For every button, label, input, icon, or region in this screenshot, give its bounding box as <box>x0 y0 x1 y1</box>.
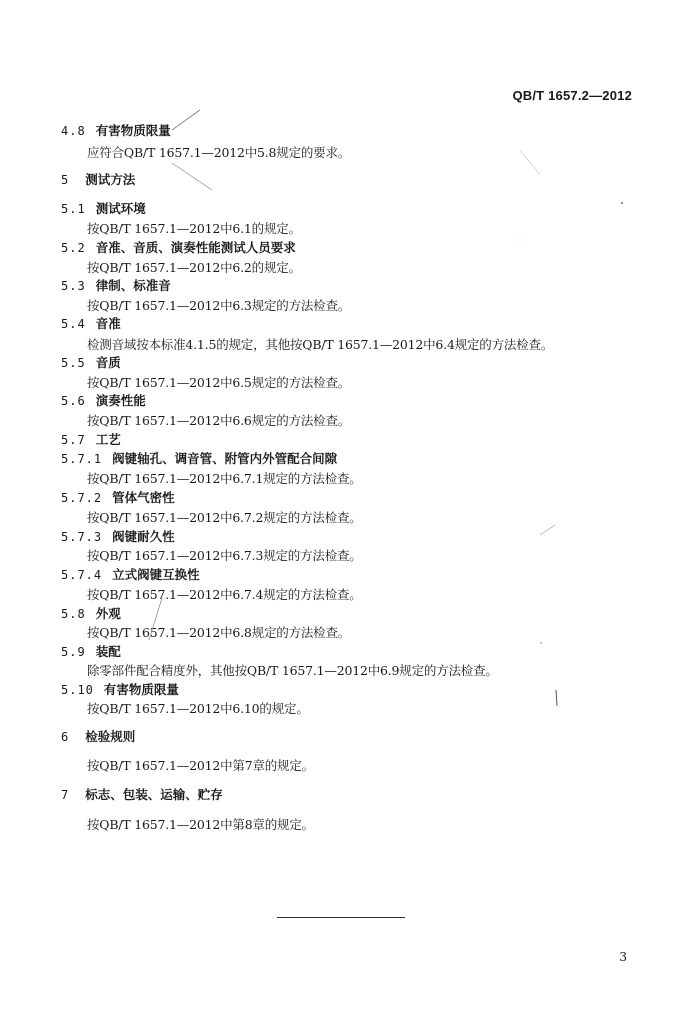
scan-mark <box>172 163 212 190</box>
section-number: 5.3 <box>61 279 86 293</box>
section-body: 按QB/T 1657.1—2012中6.10的规定。 <box>87 701 309 716</box>
section-title: 律制、标准音 <box>95 278 171 293</box>
section-title: 有害物质限量 <box>103 682 179 697</box>
section-number: 6 <box>61 730 70 744</box>
section-body: 按QB/T 1657.1—2012中6.2的规定。 <box>87 260 301 275</box>
standard-code-header: QB/T 1657.2—2012 <box>512 88 632 103</box>
section-title: 阀键耐久性 <box>112 529 175 544</box>
section-number: 5.7 <box>61 433 86 447</box>
section-body: 按QB/T 1657.1—2012中第7章的规定。 <box>87 758 314 773</box>
section-title: 测试方法 <box>85 172 136 187</box>
scan-mark <box>520 150 540 175</box>
section-number: 5.5 <box>61 356 86 370</box>
section-number: 5.8 <box>61 607 86 621</box>
section-number: 5.7.1 <box>61 452 103 466</box>
section-title: 工艺 <box>95 432 121 447</box>
section-number: 5.2 <box>61 241 86 255</box>
section-body: 按QB/T 1657.1—2012中6.8规定的方法检查。 <box>87 625 351 640</box>
section-title: 音准 <box>95 316 121 331</box>
page-number: 3 <box>619 950 627 964</box>
section-body: 按QB/T 1657.1—2012中6.7.4规定的方法检查。 <box>87 587 362 602</box>
section-body: 按QB/T 1657.1—2012中第8章的规定。 <box>87 817 314 832</box>
section-title: 标志、包装、运输、贮存 <box>85 787 223 802</box>
section-number: 5.9 <box>61 645 86 659</box>
section-number: 5.4 <box>61 317 86 331</box>
section-number: 5.1 <box>61 202 86 216</box>
scan-speck <box>540 642 542 644</box>
section-number: 7 <box>61 788 70 802</box>
section-title: 有害物质限量 <box>95 123 171 138</box>
section-number: 5 <box>61 173 70 187</box>
section-body: 按QB/T 1657.1—2012中6.6规定的方法检查。 <box>87 413 351 428</box>
section-title: 装配 <box>95 644 121 659</box>
section-body: 按QB/T 1657.1—2012中6.5规定的方法检查。 <box>87 375 351 390</box>
section-title: 演奏性能 <box>95 393 146 408</box>
section-number: 5.7.4 <box>61 568 103 582</box>
section-body: 按QB/T 1657.1—2012中6.7.3规定的方法检查。 <box>87 548 362 563</box>
scan-mark <box>149 598 162 640</box>
section-number: 5.6 <box>61 394 86 408</box>
scan-speck <box>621 202 623 204</box>
scan-mark <box>556 690 557 706</box>
section-body: 按QB/T 1657.1—2012中6.7.1规定的方法检查。 <box>87 471 362 486</box>
scan-speck <box>519 239 520 240</box>
section-title: 测试环境 <box>95 201 146 216</box>
section-body: 应符合QB/T 1657.1—2012中5.8规定的要求。 <box>87 145 351 160</box>
section-number: 5.10 <box>61 683 94 697</box>
section-body: 检测音域按本标准4.1.5的规定，其他按QB/T 1657.1—2012中6.4规定的方法检查。 <box>87 337 554 352</box>
section-title: 音准、音质、演奏性能测试人员要求 <box>95 240 296 255</box>
section-title: 立式阀键互换性 <box>112 567 200 582</box>
section-title: 阀键轴孔、调音管、附管内外管配合间隙 <box>112 451 338 466</box>
section-body: 除零部件配合精度外，其他按QB/T 1657.1—2012中6.9规定的方法检查。 <box>87 663 498 678</box>
section-title: 音质 <box>95 355 121 370</box>
scan-mark <box>172 110 200 130</box>
section-number: 4.8 <box>61 124 86 138</box>
scan-mark <box>540 525 555 535</box>
section-body: 按QB/T 1657.1—2012中6.3规定的方法检查。 <box>87 298 351 313</box>
section-body: 按QB/T 1657.1—2012中6.1的规定。 <box>87 221 301 236</box>
section-title: 管体气密性 <box>112 490 175 505</box>
section-number: 5.7.3 <box>61 530 103 544</box>
section-title: 检验规则 <box>85 729 136 744</box>
section-number: 5.7.2 <box>61 491 103 505</box>
section-title: 外观 <box>95 606 121 621</box>
section-body: 按QB/T 1657.1—2012中6.7.2规定的方法检查。 <box>87 510 362 525</box>
